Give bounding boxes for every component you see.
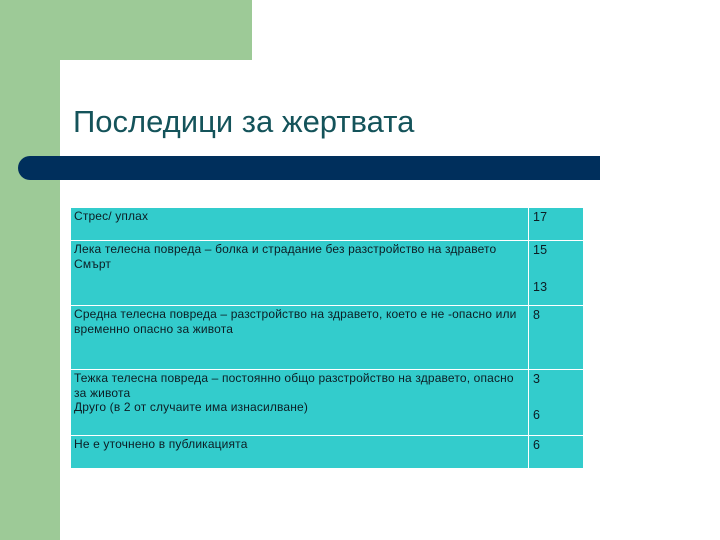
row-value: 15 — [533, 243, 548, 257]
table-row — [71, 241, 584, 306]
row-label: Лека телесна повреда – болка и страдание без разстройство на здравето — [74, 242, 497, 256]
title-divider-bar — [18, 156, 600, 180]
row-value: 6 — [533, 407, 541, 422]
row-value-group — [529, 241, 584, 306]
row-label: Тежка телесна повреда – постоянно общо разстройство на здравето, опасно за живота — [74, 371, 514, 400]
row-label: Стрес/ уплах — [71, 208, 529, 241]
row-value: 3 — [533, 372, 541, 386]
row-label: Смърт — [74, 256, 112, 271]
row-value-group — [529, 370, 584, 436]
row-label: Не е уточнено в публикацията — [71, 436, 529, 469]
row-label-group — [71, 370, 529, 436]
row-value: 8 — [529, 306, 584, 370]
row-value: 17 — [529, 208, 584, 241]
row-value: 13 — [533, 279, 548, 294]
row-value: 6 — [529, 436, 584, 469]
consequences-table — [70, 207, 584, 469]
table-row — [71, 436, 584, 469]
row-label-group — [71, 241, 529, 306]
table-row — [71, 208, 584, 241]
row-label: Средна телесна повреда – разстройство на здравето, което е не -опасно или временно опасно за живота — [71, 306, 529, 370]
row-label: Друго (в 2 от случаите има изнасилване) — [74, 400, 308, 414]
decor-green-top — [0, 0, 252, 60]
decor-green-left — [0, 60, 60, 540]
table-row — [71, 306, 584, 370]
slide-title: Последици за жертвата — [73, 104, 415, 139]
table-row — [71, 370, 584, 436]
